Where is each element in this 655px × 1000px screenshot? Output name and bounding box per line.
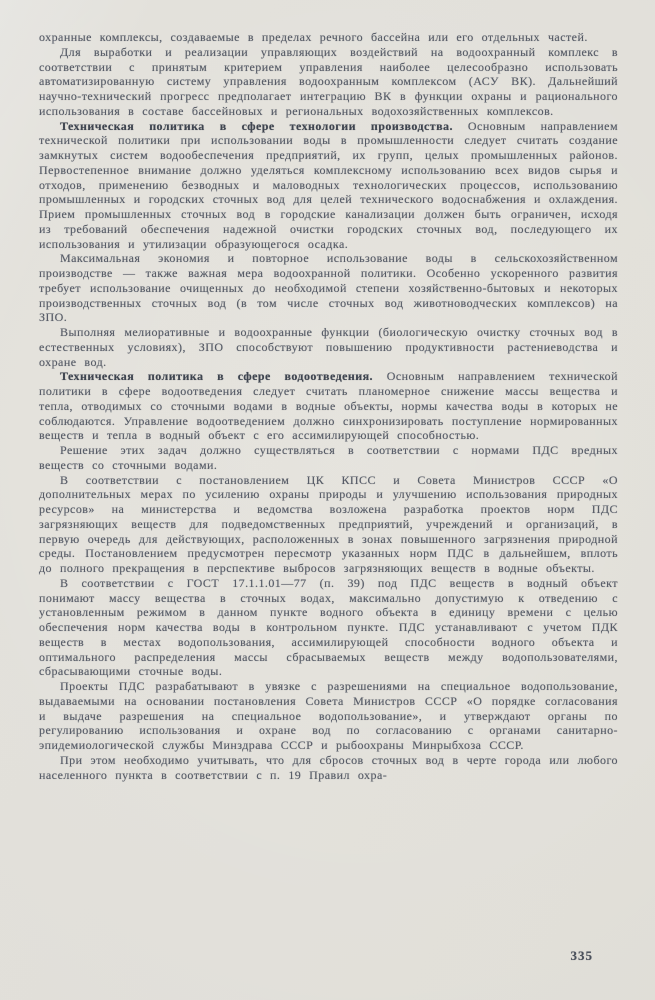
paragraph — [39, 473, 618, 576]
paragraph-text: Основным направлением технической политики в сфере водоотведения следует считать планомерное снижение массы вещества и тепла, отводимых со сточными водами в водные объекты, нормы качества воды в которых не соблюдаются. Управление водоотведением должно синхронизировать поступление нормированных веществ и тепла в водный объект с его ассимилирующей способностью. — [39, 369, 618, 443]
paragraph-text: Максимальная экономия и повторное использование воды в сельскохозяйственном производстве — также важная мера водоохранной политики. Особенно ускоренного развития требует использование очищенных до необходимой степени хозяйственно-бытовых и некоторых производственных сточных вод (в том числе сточных вод животноводческих комплексов) на ЗПО. — [39, 251, 618, 325]
paragraph — [39, 251, 618, 325]
paragraph-text: охранные комплексы, создаваемые в пределах речного бассейна или его отдельных частей. — [39, 30, 588, 44]
paragraph-text: Для выработки и реализации управляющих воздействий на водоохранный комплекс в соответствии с принятым критерием управления наиболее целесообразно использовать автоматизированную систему управления водоохранным комплексом (АСУ ВК). Дальнейший научно-технический прогресс предполагает интеграцию ВК в функции охраны и рационального использования в составе бассейновых и региональных водохозяйственных комплексов. — [39, 44, 618, 118]
paragraph-text: При этом необходимо учитывать, что для сбросов сточных вод в черте города или любого населенного пункта в соответствии с п. 19 Правил охра- — [39, 752, 618, 782]
paragraph-text: В соответствии с ГОСТ 17.1.1.01—77 (п. 39) под ПДС веществ в водный объект понимают массу вещества в сточных водах, максимально допустимую к отведению с установленным режимом в данном пункте водного объекта в единицу времени с целью обеспечения норм качества воды в контрольном пункте. ПДС устанавливают с учетом ПДК веществ в местах водопользования, ассимилирующей способности водного объекта и оптимального распределения массы сбрасываемых веществ между водопользователями, сбрасывающими сточные воды. — [39, 575, 618, 679]
paragraph — [39, 325, 618, 369]
text-column — [39, 30, 618, 782]
paragraph — [39, 45, 618, 119]
paragraph — [39, 119, 618, 252]
paragraph — [39, 576, 618, 679]
paragraph-text: Проекты ПДС разрабатывают в увязке с разрешениями на специальное водопользование, выдаваемыми на основании постановления Совета Министров СССР «О порядке согласования и выдаче разрешения на специальное водопользование», и утверждают органы по регулированию использования и охране вод по согласованию с органами санитарно-эпидемиологической службы Минздрава СССР и рыбоохраны Минрыбхоза СССР. — [39, 679, 618, 752]
paragraph-text: Решение этих задач должно существляться в соответствии с нормами ПДС вредных веществ со сточными водами. — [39, 443, 618, 472]
paragraph — [39, 679, 618, 753]
paragraph-text: Выполняя мелиоративные и водоохранные функции (биологическую очистку сточных вод в естественных условиях), ЗПО способствуют повышению продуктивности растениеводства и охране вод. — [39, 325, 618, 369]
paragraph — [39, 443, 618, 473]
paragraph-text: В соответствии с постановлением ЦК КПСС и Совета Министров СССР «О дополнительных мерах по усилению охраны природы и улучшению использования природных ресурсов» на министерства и ведомства возложена разработка проектов норм ПДС загрязняющих веществ для подведомственных предприятий, учреждений и организаций, в первую очередь для действующих, расположенных в зонах повышенного загрязнения природной среды. Постановлением предусмотрен пересмотр указанных норм ПДС в дальнейшем, вплоть до полного прекращения в перспективе выбросов загрязняющих веществ в водные объекты. — [39, 472, 618, 575]
section-heading-production-technology: Техническая политика в сфере технологии производства. — [60, 118, 468, 133]
paragraph — [39, 753, 618, 783]
page-number: 335 — [570, 948, 593, 963]
section-heading-water-disposal: Техническая политика в сфере водоотведения. — [60, 369, 387, 384]
paragraph — [39, 30, 618, 45]
paragraph — [39, 369, 618, 443]
paragraph-text: Основным направлением технической политики при использовании воды в промышленности следует считать создание замкнутых систем водообеспечения предприятий, их групп, целых промышленных районов. Первостепенное внимание должно уделяться комплексному использованию всех видов сырья и отходов, применению безводных и маловодных технологических процессов, использованию промышленных и городских сточных вод для целей технического водоснабжения и охлаждения. Прием промышленных сточных вод в городские канализации должен быть ограничен, исходя из требований обеспечения надежной очистки городских сточных вод, последующего их использования и утилизации образующегося осадка. — [39, 118, 618, 251]
